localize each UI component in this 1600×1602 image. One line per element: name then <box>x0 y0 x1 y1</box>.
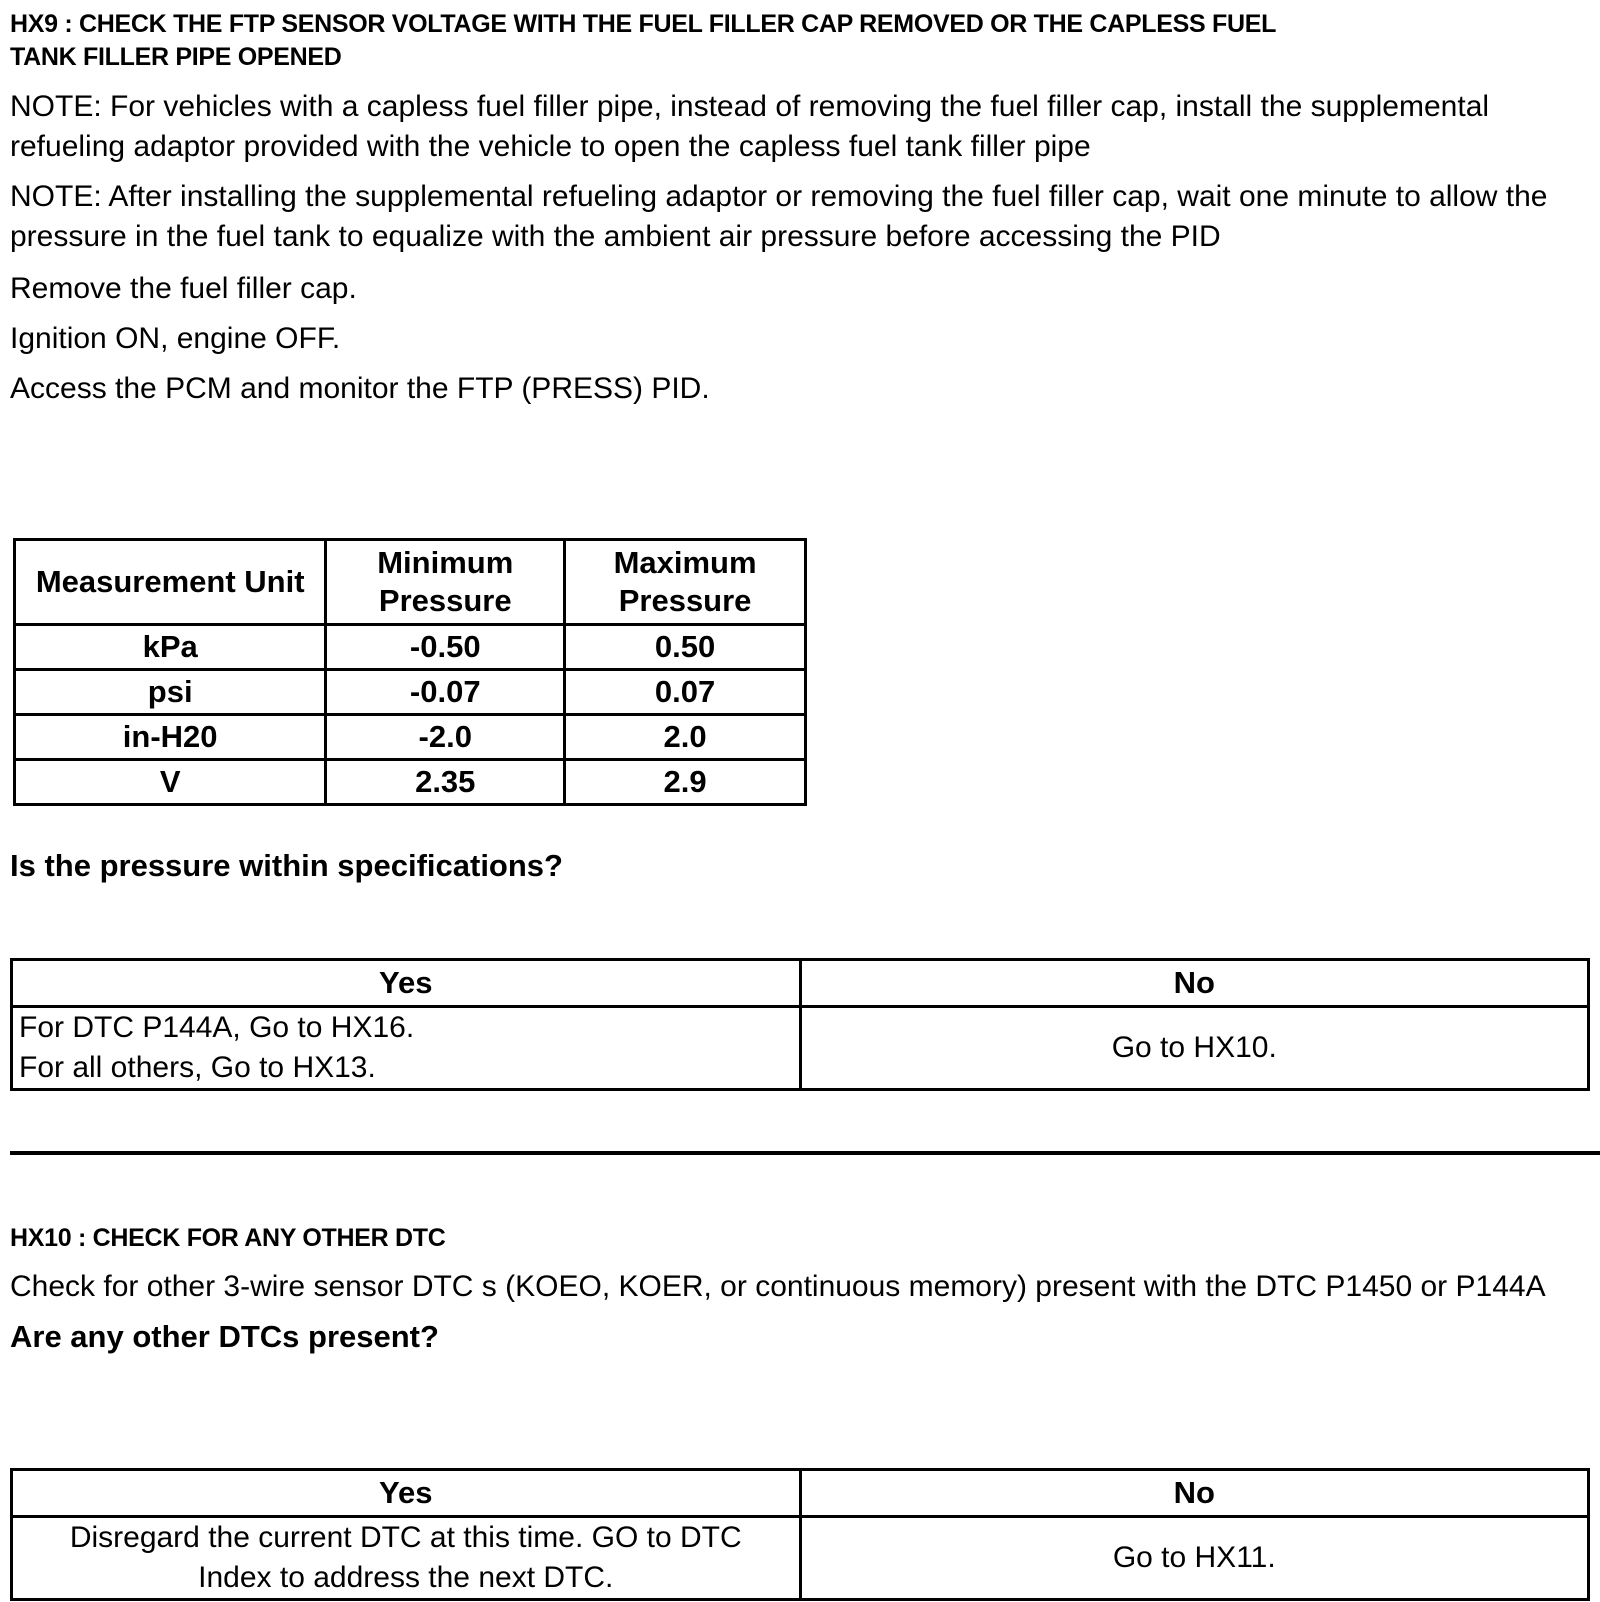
spec-cell-min: -0.07 <box>326 670 565 715</box>
decision-yes-line2: For all others, Go to HX13. <box>19 1051 376 1084</box>
spec-cell-unit: kPa <box>15 625 326 670</box>
hx9-note-capless: NOTE: For vehicles with a capless fuel filler pipe, instead of removing the fuel filler cap, install the supplemental refueling adaptor provided with the vehicle to open the capless fuel tank filler pipe <box>10 90 1490 163</box>
decision-no-cell: Go to HX10. <box>800 1007 1589 1090</box>
spec-cell-unit: V <box>15 760 326 805</box>
spec-row-volts <box>15 760 806 805</box>
decision-header-row <box>12 960 1589 1007</box>
spec-cell-min: -0.50 <box>326 625 565 670</box>
hx9-title-line1: HX9 : CHECK THE FTP SENSOR VOLTAGE WITH THE FUEL FILLER CAP REMOVED OR THE CAPLESS FUEL <box>10 10 1277 38</box>
spec-table-header-row <box>15 540 806 625</box>
decision-yes-header: Yes <box>12 1470 801 1517</box>
spec-cell-min: 2.35 <box>326 760 565 805</box>
decision-header-row <box>12 1470 1589 1517</box>
hx9-question: Is the pressure within specifications? <box>10 848 563 883</box>
hx9-note-wait: NOTE: After installing the supplemental refueling adaptor or removing the fuel filler cap, wait one minute to allow the pressure in the fuel tank to equalize with the ambient air pressure before accessing the PID <box>10 180 1548 253</box>
spec-cell-max: 0.50 <box>565 625 806 670</box>
spec-cell-max: 2.0 <box>565 715 806 760</box>
spec-header-min: Minimum Pressure <box>326 540 565 625</box>
decision-yes-cell <box>12 1007 801 1090</box>
decision-yes-line1: For DTC P144A, Go to HX16. <box>19 1011 415 1044</box>
section-divider <box>10 1151 1600 1155</box>
decision-yes-header: Yes <box>12 960 801 1007</box>
decision-body-row <box>12 1517 1589 1600</box>
spec-row-inh2o <box>15 715 806 760</box>
hx9-step-ignition: Ignition ON, engine OFF. <box>10 322 341 355</box>
hx10-section <box>10 1222 1594 1357</box>
spec-cell-max: 0.07 <box>565 670 806 715</box>
spec-cell-unit: in-H20 <box>15 715 326 760</box>
hx10-body: Check for other 3-wire sensor DTC s (KOEO, KOER, or continuous memory) present with the DTC P1450 or P144A <box>10 1270 1546 1303</box>
hx10-title: HX10 : CHECK FOR ANY OTHER DTC <box>10 1224 446 1252</box>
hx9-title-line2: TANK FILLER PIPE OPENED <box>10 43 342 71</box>
decision-body-row <box>12 1007 1589 1090</box>
spec-row-kpa <box>15 625 806 670</box>
hx9-step-monitor-pid: Access the PCM and monitor the FTP (PRESS) PID. <box>10 372 710 405</box>
hx9-section <box>10 8 1594 409</box>
decision-no-header: No <box>800 1470 1589 1517</box>
hx9-step-remove-cap: Remove the fuel filler cap. <box>10 272 357 305</box>
spec-cell-max: 2.9 <box>565 760 806 805</box>
spec-row-psi <box>15 670 806 715</box>
spec-header-unit: Measurement Unit <box>15 540 326 625</box>
spec-header-max: Maximum Pressure <box>565 540 806 625</box>
spec-cell-min: -2.0 <box>326 715 565 760</box>
decision-no-cell: Go to HX11. <box>800 1517 1589 1600</box>
hx9-decision-table <box>10 958 1590 1091</box>
spec-cell-unit: psi <box>15 670 326 715</box>
pressure-spec-table <box>13 538 807 806</box>
hx10-decision-table <box>10 1468 1590 1601</box>
hx10-question: Are any other DTCs present? <box>10 1319 439 1354</box>
decision-yes-cell: Disregard the current DTC at this time. GO to DTC Index to address the next DTC. <box>12 1517 801 1600</box>
decision-no-header: No <box>800 960 1589 1007</box>
